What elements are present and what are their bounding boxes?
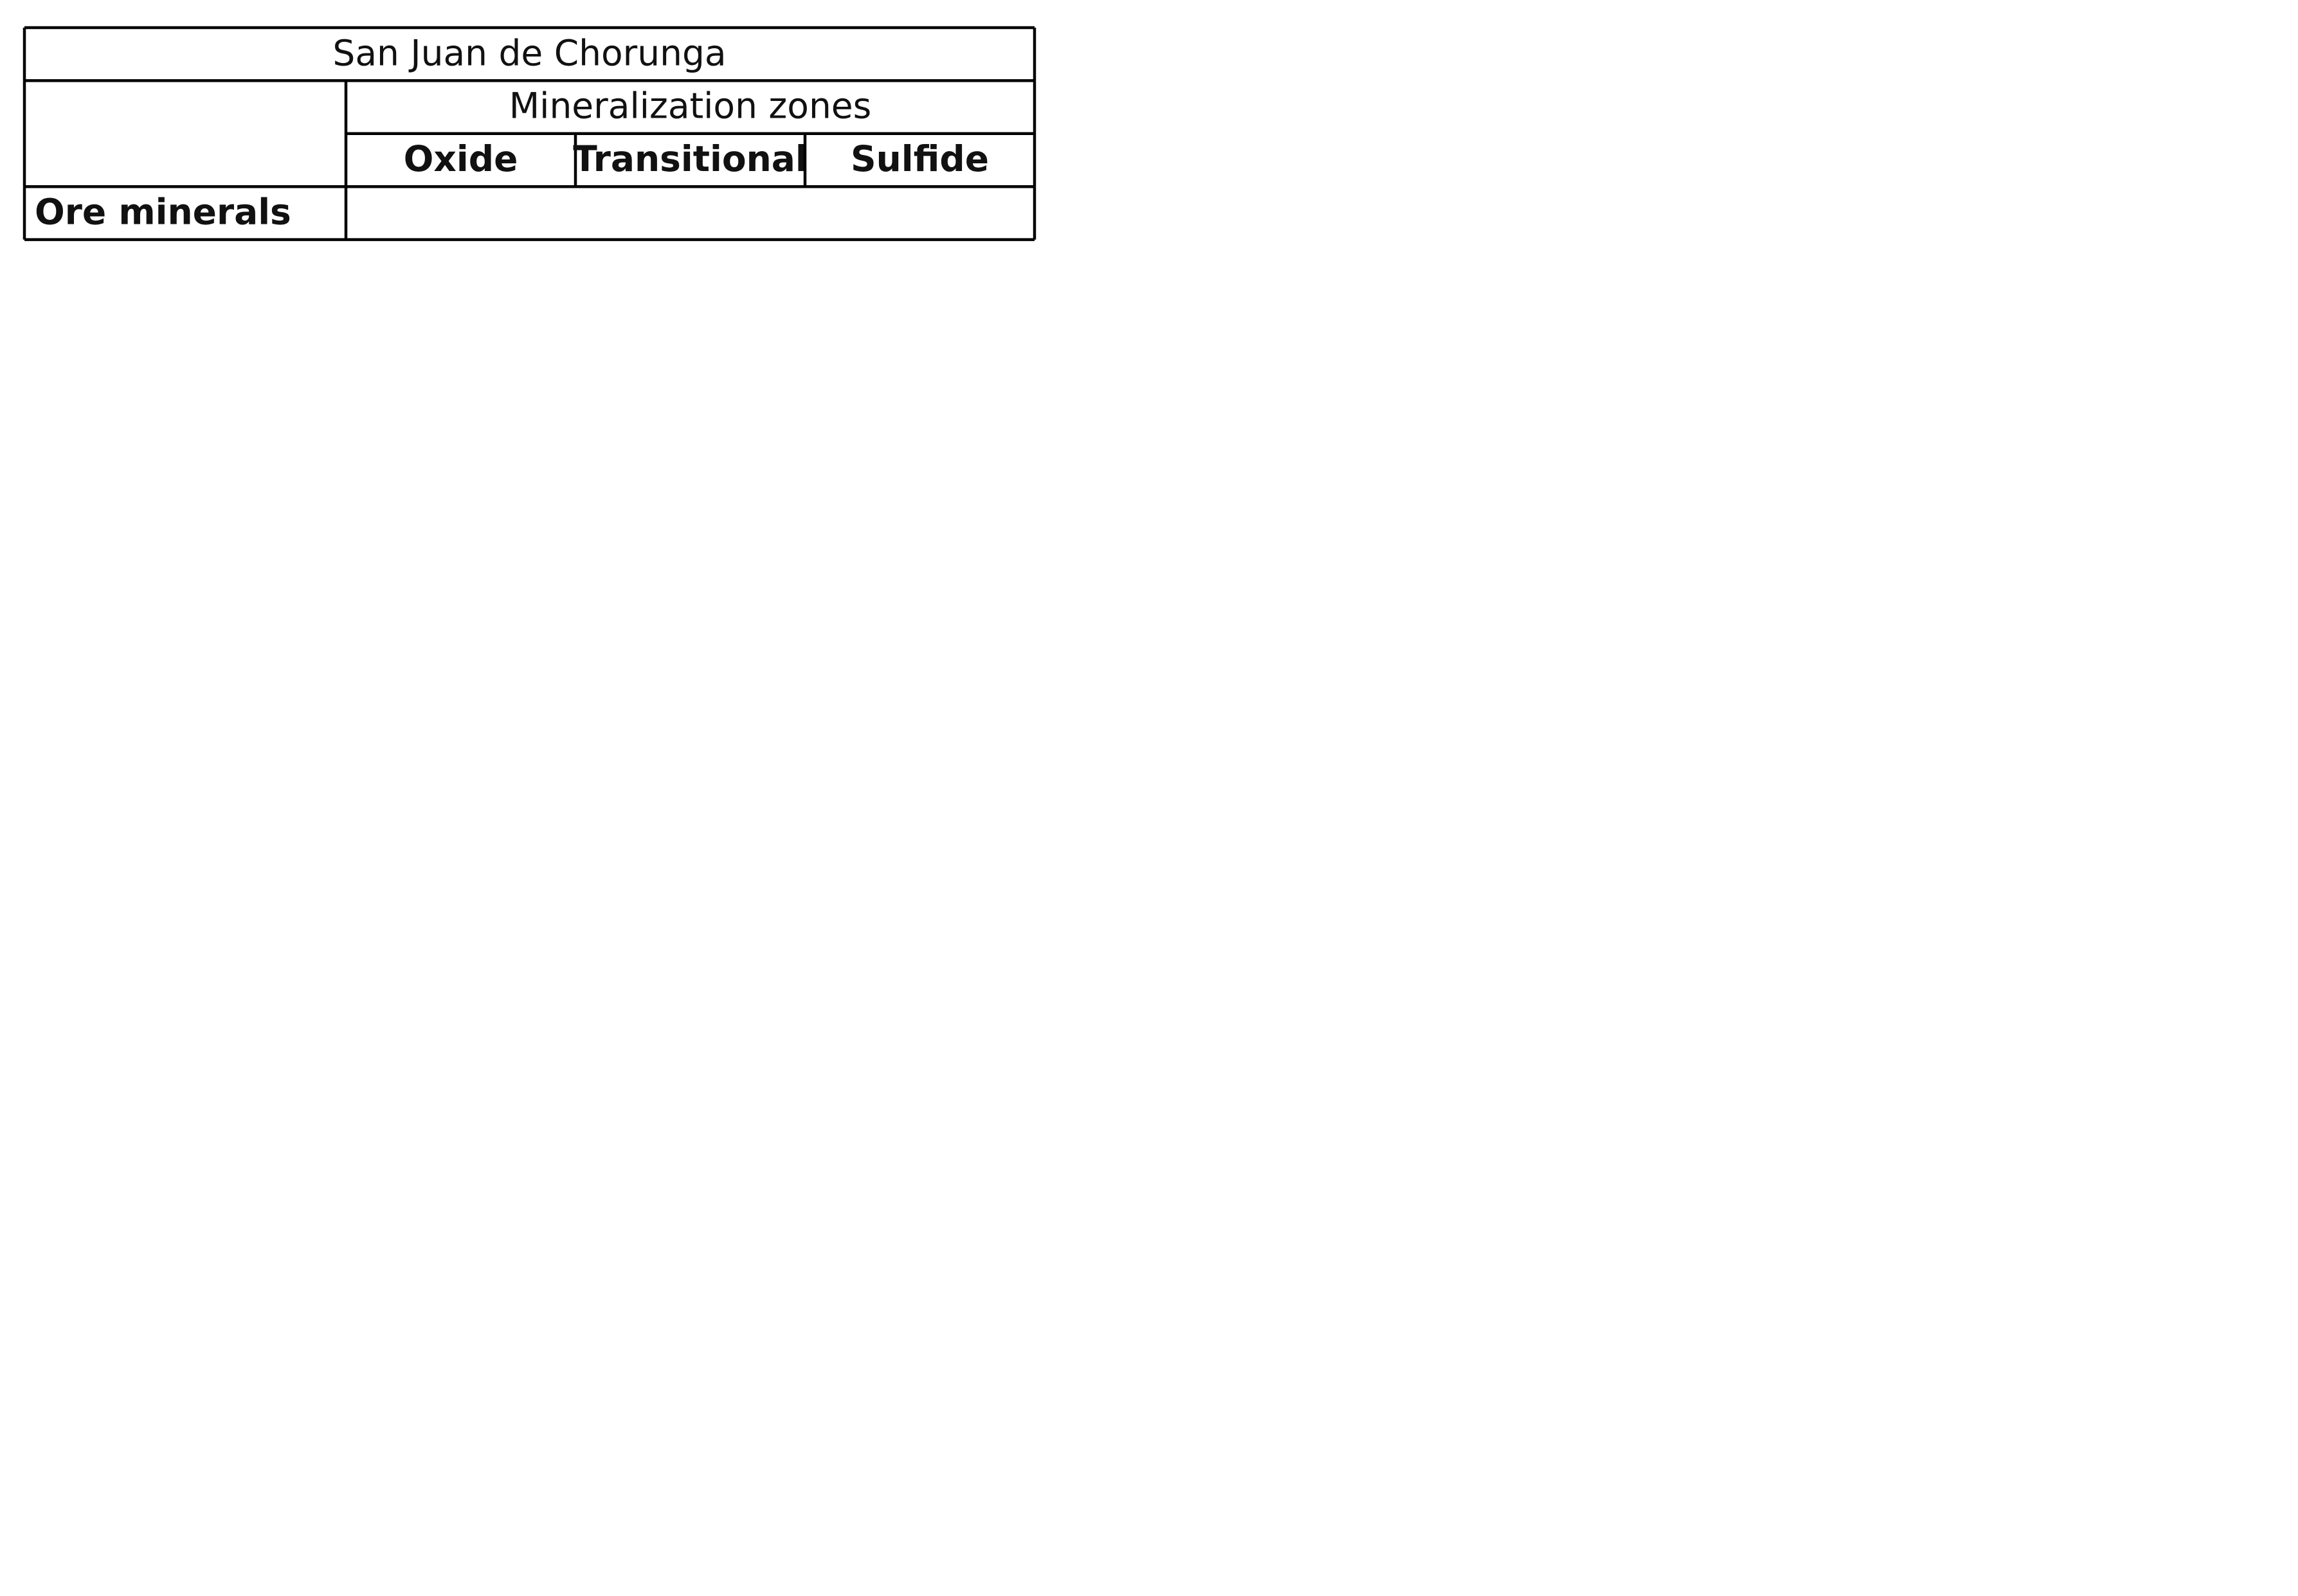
table-title: San Juan de Chorunga (332, 32, 727, 74)
table-san-juan-de-chorunga (24, 28, 1035, 240)
zone-label-oxide: Oxide (403, 138, 518, 180)
section-row (24, 186, 1035, 239)
zone-label-transitional: Transitional (573, 138, 808, 180)
zones-header: Mineralization zones (509, 85, 872, 127)
zone-label-sulfide: Sulfide (850, 138, 990, 180)
section-label: Ore minerals (35, 191, 291, 233)
